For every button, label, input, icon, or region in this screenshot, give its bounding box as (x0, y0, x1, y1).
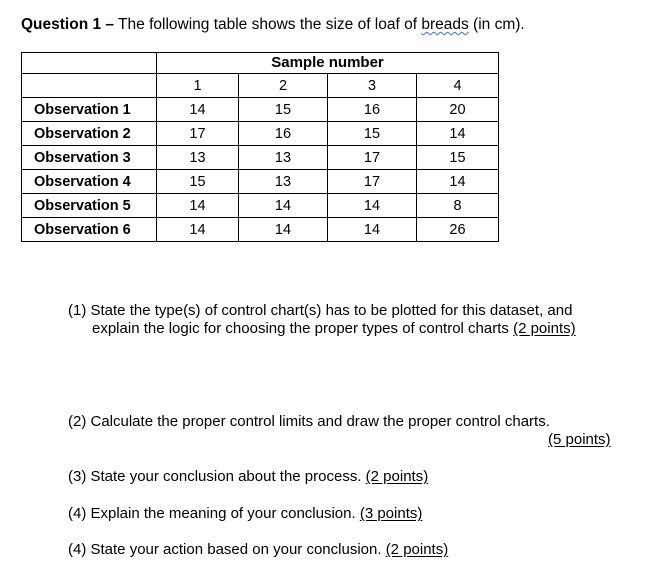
table-cell: 15 (239, 98, 328, 122)
question-title (21, 16, 525, 34)
task-3-points: (2 points) (365, 468, 429, 485)
task-2 (68, 413, 550, 431)
table-cell: 15 (157, 170, 239, 194)
question-text: The following table shows the size of loaf of (114, 16, 422, 33)
sample-number-cell: 1 (157, 74, 239, 98)
row-label: Observation 5 (22, 194, 157, 218)
row-label: Observation 1 (22, 98, 157, 122)
table-cell: 14 (157, 218, 239, 242)
table-row (22, 122, 499, 146)
row-label: Observation 6 (22, 218, 157, 242)
question-suffix: (in cm). (468, 16, 525, 33)
table-row (22, 170, 499, 194)
task-3 (68, 468, 428, 486)
task-3-text: (3) State your conclusion about the process. (68, 468, 366, 485)
row-label: Observation 2 (22, 122, 157, 146)
table-cell: 16 (239, 122, 328, 146)
table-cell: 14 (417, 122, 499, 146)
table-cell: 15 (328, 122, 417, 146)
table-row (22, 194, 499, 218)
row-label: Observation 4 (22, 170, 157, 194)
table-row (22, 98, 499, 122)
task-1 (68, 302, 576, 338)
task-1-line1: (1) State the type(s) of control chart(s) has to be plotted for this dataset, and (68, 302, 573, 319)
sample-number-cell: 3 (328, 74, 417, 98)
task-4-points: (3 points) (359, 505, 423, 522)
spellcheck-word: breads (421, 16, 469, 33)
sample-number-cell: 4 (417, 74, 499, 98)
table-cell: 17 (328, 170, 417, 194)
table-cell: 15 (417, 146, 499, 170)
task-1-points: (2 points) (513, 320, 576, 337)
table-cell: 20 (417, 98, 499, 122)
table-row (22, 218, 499, 242)
table-cell: 14 (239, 194, 328, 218)
sample-number-cell: 2 (239, 74, 328, 98)
task-4 (68, 505, 422, 523)
table-cell: 14 (157, 98, 239, 122)
task-5-points: (2 points) (385, 541, 449, 558)
table-corner-cell (22, 53, 157, 74)
task-5 (68, 541, 448, 559)
table-corner-cell (22, 74, 157, 98)
table-cell: 14 (328, 218, 417, 242)
task-4-text: (4) Explain the meaning of your conclusion. (68, 505, 360, 522)
table-cell: 14 (417, 170, 499, 194)
table-cell: 8 (417, 194, 499, 218)
table-cell: 14 (157, 194, 239, 218)
table-cell: 26 (417, 218, 499, 242)
table-cell: 17 (157, 122, 239, 146)
task-2-points: (5 points) (548, 431, 611, 448)
observation-table (21, 52, 499, 242)
table-cell: 13 (239, 170, 328, 194)
row-label: Observation 3 (22, 146, 157, 170)
task-1-line2 (68, 320, 576, 338)
table-cell: 13 (157, 146, 239, 170)
table-cell: 14 (239, 218, 328, 242)
table-row (22, 146, 499, 170)
table-cell: 13 (239, 146, 328, 170)
table-cell: 14 (328, 194, 417, 218)
table-cell: 16 (328, 98, 417, 122)
task-5-text: (4) State your action based on your conclusion. (68, 541, 386, 558)
question-label: Question 1 – (21, 16, 115, 33)
task-1-line2-text: explain the logic for choosing the proper types of control charts (92, 320, 514, 337)
table-cell: 17 (328, 146, 417, 170)
table-header-sample-number: Sample number (157, 53, 499, 74)
task-2-line1: (2) Calculate the proper control limits and draw the proper control charts. (68, 413, 550, 430)
